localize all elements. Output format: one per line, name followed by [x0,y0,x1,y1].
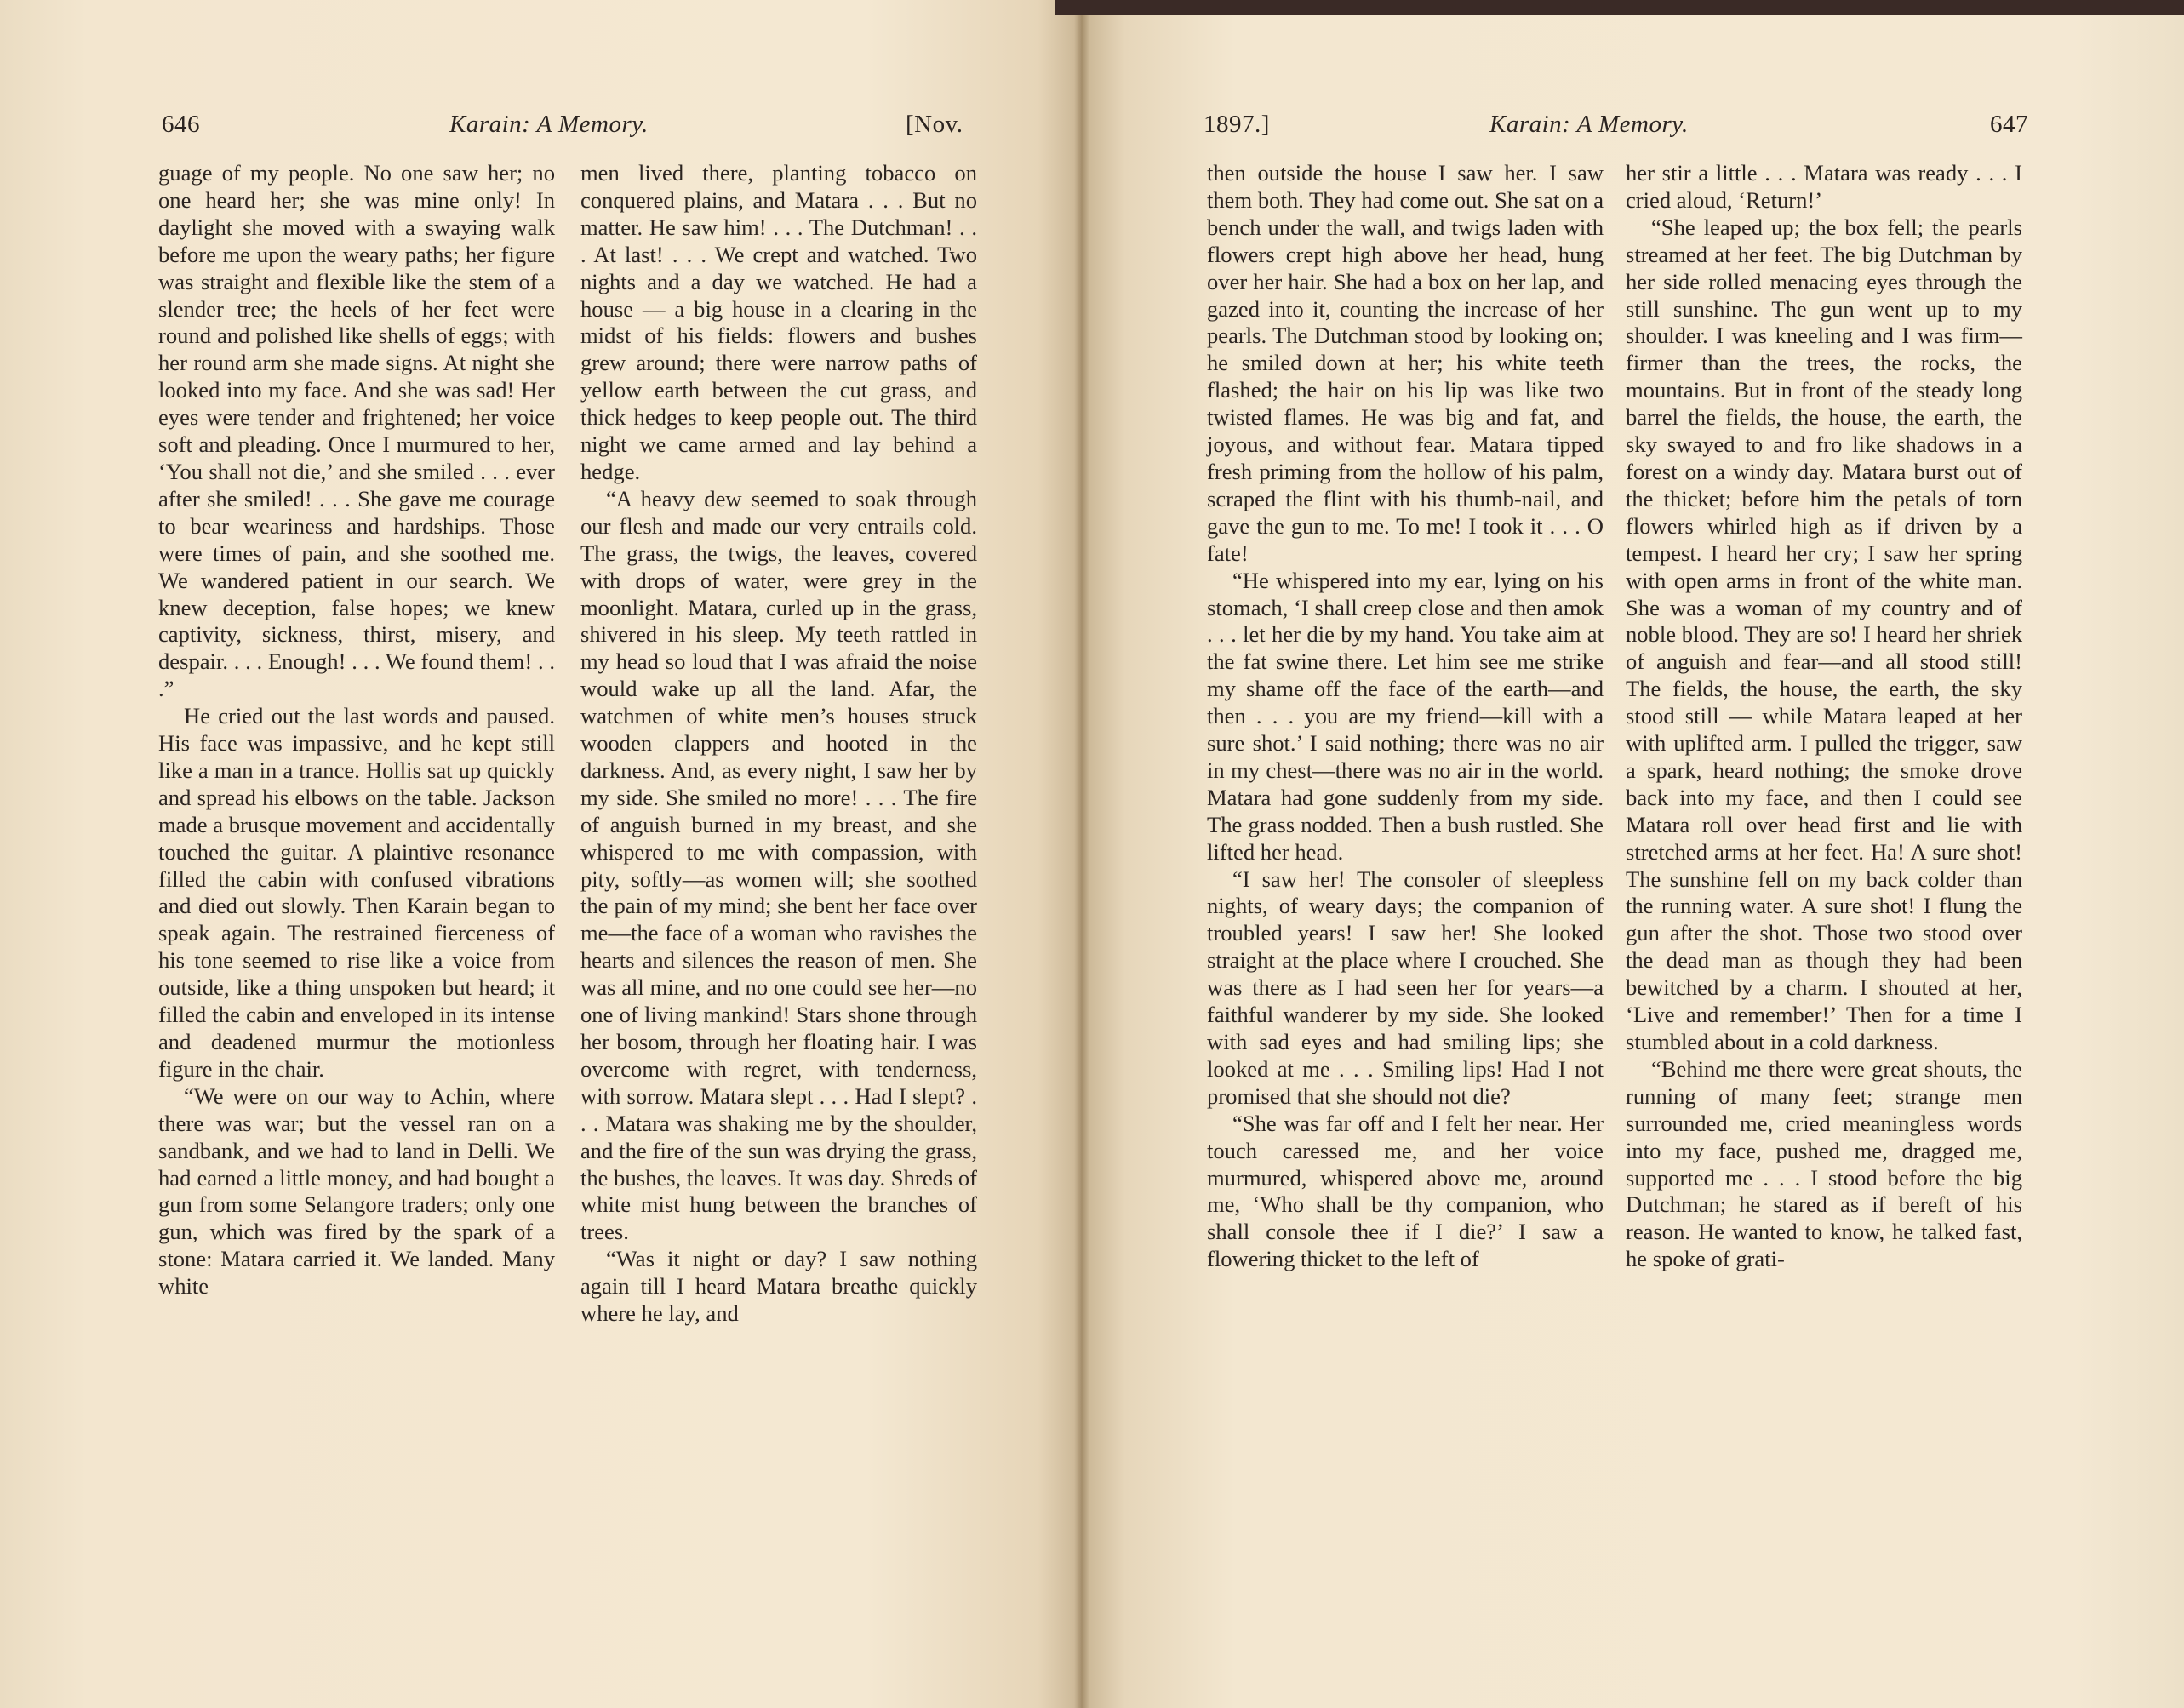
right-column-1 [1207,160,1604,1273]
paragraph: “I saw her! The consoler of sleepless nights, of weary days; the companion of troubled years! I saw her! She looked straight at the place where I crouched. She was there as I had seen her for years—a faithful wanderer by my side. She looked with sad eyes and had smiling lips; she looked at me . . . Smiling lips! Had I not promised that she should not die? [1207,865,1604,1109]
paragraph: “Behind me there were great shouts, the running of many feet; strange men surrounded me, cried meaningless words into my face, pushed me, dragged me, supported me . . . I stood before the big Dutchman; he stared as if bereft of his reason. He wanted to know, he talked fast, he spoke of grati- [1626,1055,2022,1272]
running-title: Karain: A Memory. [1489,111,1689,138]
paragraph: “He whispered into my ear, lying on his stomach, ‘I shall creep close and then amok . . . let her die by my hand. You take aim at the fat swine there. Let him see me strike my shame off the face of the earth—and then . . . you are my friend—kill with a sure shot.’ I said nothing; there was no air in my chest—there was no air in the world. Matara had gone suddenly from my side. The grass nodded. Then a bush rustled. She lifted her head. [1207,567,1604,865]
page-number: 646 [162,111,200,138]
paragraph: guage of my people. No one saw her; no one heard her; she was mine only! In daylight she moved with a swaying walk before me upon the weary paths; her figure was straight and flexible like the stem of a slender tree; the heels of her feet were round and polished like shells of eggs; with her round arm she made signs. At night she looked into my face. And she was sad! Her eyes were tender and frightened; her voice soft and pleading. Once I murmured to her, ‘You shall not die,’ and she smiled . . . ever after she smiled! . . . She gave me courage to bear weariness and hardships. Those were times of pain, and she soothed me. We wandered patient in our search. We knew deception, false hopes; we knew captivity, sickness, thirst, misery, and despair. . . . Enough! . . . We found them! . . .” [158,160,555,702]
paragraph: “She leaped up; the box fell; the pearls streamed at her feet. The big Dutchman by her side rolled menacing eyes through the still sunshine. The gun went up to my shoulder. I was kneeling and I was firm—firmer than the trees, the rocks, the mountains. But in front of the steady long barrel the fields, the house, the earth, the sky swayed to and fro like shadows in a forest on a windy day. Matara burst out of the thicket; before him the petals of torn flowers whirled high as if driven by a tempest. I heard her cry; I saw her spring with open arms in front of the white man. She was a woman of my country and of noble blood. They are so! I heard her shriek of anguish and fear—and all stood still! The fields, the house, the earth, the sky stood still — while Matara leaped at her with uplifted arm. I pulled the trigger, saw a spark, heard nothing; the smoke drove back into my face, and then I could see Matara roll over head first and lie with stretched arms at her feet. Ha! A sure shot! The sunshine fell on my back colder than the running water. A sure shot! I flung the gun after the shot. Those two stood over the dead man as though they had been bewitched by a charm. I shouted at her, ‘Live and remember!’ Then for a time I stumbled about in a cold darkness. [1626,214,2022,1054]
binding-edge [1055,0,2184,15]
right-column-2 [1626,160,2022,1273]
left-page [0,0,1081,1708]
paragraph: “We were on our way to Achin, where there was war; but the vessel ran on a sandbank, and we had to land in Delli. We had earned a little money, and had bought a gun from some Selangore traders; only one gun, which was fired by the spark of a stone: Matara carried it. We landed. Many white [158,1082,555,1300]
left-column-2 [580,160,977,1328]
paragraph: “Was it night or day? I saw nothing again till I heard Matara breathe quickly where he lay, and [580,1246,977,1327]
paragraph: then outside the house I saw her. I saw them both. They had come out. She sat on a bench under the wall, and twigs laden with flowers crept high above her head, hung over her hair. She had a box on her lap, and gazed into it, counting the increase of her pearls. The Dutchman stood by looking on; he smiled down at her; his white teeth flashed; the hair on his lip was like two twisted flames. He was big and fat, and joyous, and without fear. Matara tipped fresh priming from the hollow of his palm, scraped the flint with his thumb-nail, and gave the gun to me. To me! I took it . . . O fate! [1207,160,1604,566]
right-page [1081,0,2184,1708]
paragraph: men lived there, planting tobacco on conquered plains, and Matara . . . But no matter. He saw him! . . . The Dutchman! . . . At last! . . . We crept and watched. Two nights and a day we watched. He had a house — a big house in a clearing in the midst of his fields: flowers and bushes grew around; there were narrow paths of yellow earth between the cut grass, and thick hedges to keep people out. The third night we came armed and lay behind a hedge. [580,160,977,484]
left-column-1 [158,160,555,1300]
paragraph: “She was far off and I felt her near. Her touch caressed me, and her voice murmured, whispered above me, around me, ‘Who shall be thy companion, who shall console thee if I die?’ I saw a flowering thicket to the left of [1207,1110,1604,1272]
running-title: Karain: A Memory. [449,111,649,138]
issue-date: 1897.] [1203,111,1270,138]
paragraph: her stir a little . . . Matara was ready . . . I cried aloud, ‘Return!’ [1626,160,2022,213]
gutter-shadow [1074,0,1089,1708]
paragraph: He cried out the last words and paused. His face was impassive, and he kept still like a man in a trance. Hollis sat up quickly and spread his elbows on the table. Jackson made a brusque movement and accidentally touched the guitar. A plaintive resonance filled the cabin with confused vibrations and died out slowly. Then Karain began to speak again. The restrained fierceness of his tone seemed to rise like a voice from outside, like a thing unspoken but heard; it filled the cabin and enveloped in its intense and deadened murmur the motionless figure in the chair. [158,703,555,1082]
page-number: 647 [1990,111,2028,138]
issue-date: [Nov. [906,111,963,138]
paragraph: “A heavy dew seemed to soak through our flesh and made our very entrails cold. The grass, the twigs, the leaves, covered with drops of water, were grey in the moonlight. Matara, curled up in the grass, shivered in his sleep. My teeth rattled in my head so loud that I was afraid the noise would wake up all the land. Afar, the watchmen of white men’s houses struck wooden clappers and hooted in the darkness. And, as every night, I saw her by my side. She smiled no more! . . . The fire of anguish burned in my breast, and she whispered to me with compassion, with pity, softly—as women will; she soothed the pain of my mind; she bent her face over me—the face of a woman who ravishes the hearts and silences the reason of men. She was all mine, and no one could see her—no one of living mankind! Stars shone through her bosom, through her floating hair. I was overcome with regret, with tenderness, with sorrow. Matara slept . . . Had I slept? . . . Matara was shaking me by the shoulder, and the fire of the sun was drying the grass, the bushes, the leaves. It was day. Shreds of white mist hung between the branches of trees. [580,485,977,1245]
